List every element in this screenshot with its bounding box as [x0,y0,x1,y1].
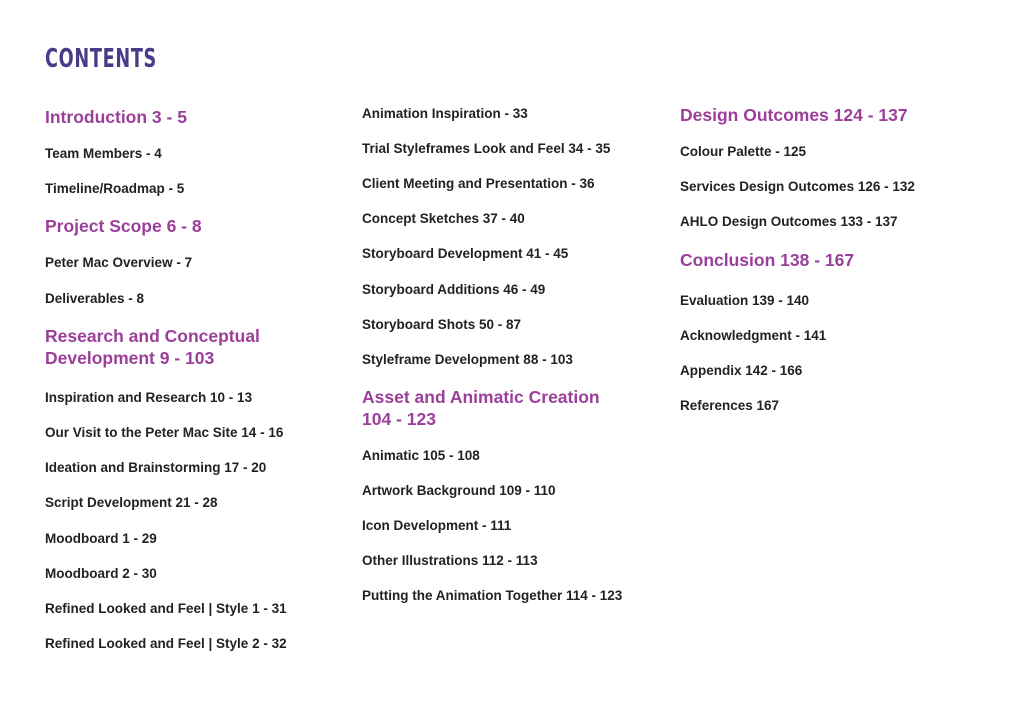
toc-section-heading-line: Project Scope 6 - 8 [45,216,202,236]
toc-entry: Refined Looked and Feel | Style 1 - 31 [45,601,287,616]
toc-entry: Animatic 105 - 108 [362,448,480,463]
toc-entry: Team Members - 4 [45,146,162,161]
toc-entry: References 167 [680,398,780,413]
toc-entry: AHLO Design Outcomes 133 - 137 [680,214,898,229]
toc-entry: Appendix 142 - 166 [680,363,803,378]
toc-entry: Moodboard 2 - 30 [45,566,157,581]
toc-entry: Timeline/Roadmap - 5 [45,181,185,196]
toc-section-heading [680,104,980,126]
toc-entry: Storyboard Additions 46 - 49 [362,282,546,297]
toc-section-heading-line: Introduction 3 - 5 [45,107,187,127]
toc-section-heading-line: Research and Conceptual [45,326,260,346]
toc-entry: Moodboard 1 - 29 [45,531,157,546]
page-title: CONTENTS [45,44,157,74]
toc-entry: Colour Palette - 125 [680,144,807,159]
toc-entry: Inspiration and Research 10 - 13 [45,390,253,405]
toc-entry: Storyboard Shots 50 - 87 [362,317,522,332]
toc-section-heading [680,249,980,271]
toc-entry: Artwork Background 109 - 110 [362,483,556,498]
toc-section-heading [45,106,345,128]
toc-entry: Other Illustrations 112 - 113 [362,553,538,568]
toc-section-heading-line: Design Outcomes 124 - 137 [680,105,908,125]
toc-entry: Evaluation 139 - 140 [680,293,810,308]
toc-entry: Ideation and Brainstorming 17 - 20 [45,460,267,475]
toc-entry: Services Design Outcomes 126 - 132 [680,179,915,194]
toc-entry: Peter Mac Overview - 7 [45,255,193,270]
toc-entry: Refined Looked and Feel | Style 2 - 32 [45,636,287,651]
toc-entry: Deliverables - 8 [45,291,145,306]
toc-entry: Our Visit to the Peter Mac Site 14 - 16 [45,425,284,440]
toc-section-heading-line: Asset and Animatic Creation [362,387,600,407]
toc-section-heading-line: 104 - 123 [362,409,436,429]
toc-entry: Trial Styleframes Look and Feel 34 - 35 [362,141,611,156]
toc-entry: Putting the Animation Together 114 - 123 [362,588,623,603]
toc-entry: Client Meeting and Presentation - 36 [362,176,595,191]
toc-section-heading-line: Development 9 - 103 [45,348,215,368]
toc-entry: Storyboard Development 41 - 45 [362,246,569,261]
toc-entry: Styleframe Development 88 - 103 [362,352,573,367]
toc-entry: Icon Development - 111 [362,518,512,533]
toc-section-heading [45,325,345,369]
toc-section-heading-line: Conclusion 138 - 167 [680,250,855,270]
toc-section-heading [45,215,345,237]
toc-section-heading [362,386,662,430]
toc-entry: Script Development 21 - 28 [45,495,218,510]
toc-entry: Concept Sketches 37 - 40 [362,211,525,226]
toc-entry: Animation Inspiration - 33 [362,106,528,121]
toc-entry: Acknowledgment - 141 [680,328,827,343]
